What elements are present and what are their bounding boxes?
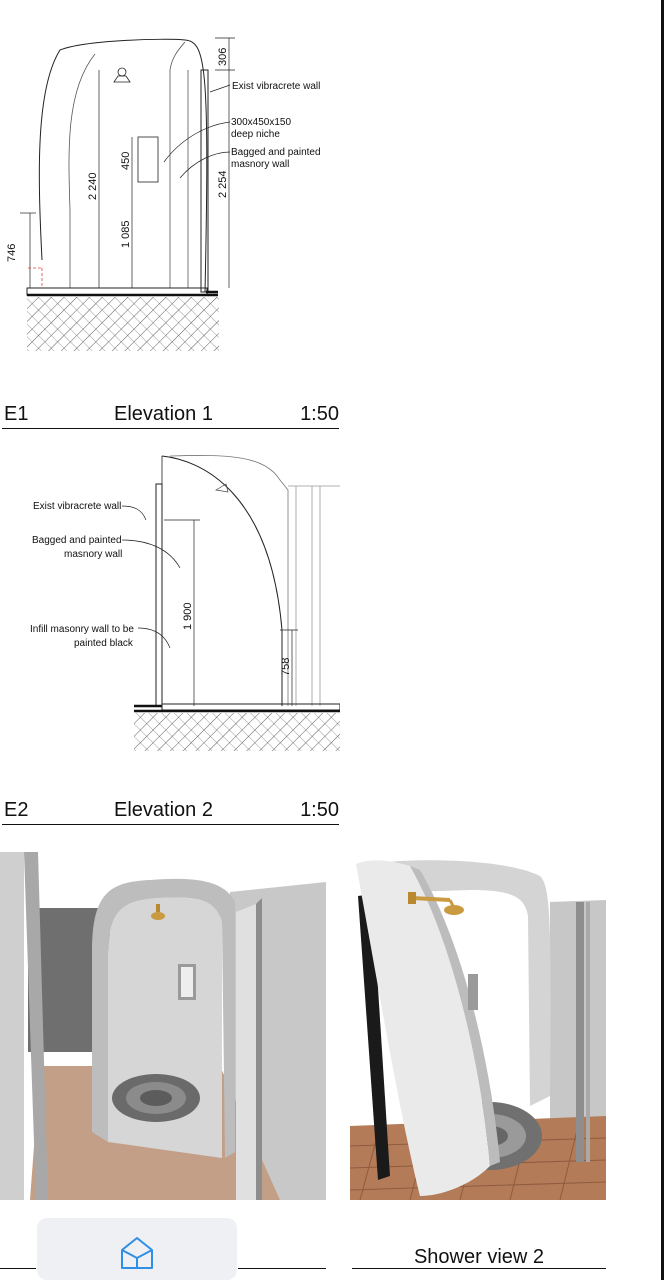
shower-view-2-render	[350, 856, 606, 1200]
elevation-2-scale: 1:50	[300, 799, 339, 821]
cube-3d-icon	[116, 1234, 158, 1272]
e2-dim-side: 758	[280, 657, 292, 676]
e2-note-infill-1: Infill masonry wall to be	[30, 624, 134, 635]
e1-note-masonry-1: Bagged and painted	[231, 147, 321, 158]
view-1-underline-right	[238, 1268, 326, 1269]
e2-note-wall: Exist vibracrete wall	[33, 501, 122, 512]
elevation-1-drawing	[0, 30, 340, 360]
view-1-underline-left	[0, 1268, 36, 1269]
elevation-2-title: Elevation 2	[114, 799, 213, 821]
e1-dim-top: 306	[217, 47, 229, 66]
elevation-2-code: E2	[4, 799, 29, 821]
e1-dim-wall-height: 2 254	[217, 170, 229, 198]
e2-note-infill-2: painted black	[74, 638, 133, 649]
elevation-1-code: E1	[4, 403, 29, 425]
elevation-1-title-bar	[2, 402, 339, 429]
e1-dim-height: 2 240	[87, 172, 99, 200]
elevation-2-title-bar	[2, 798, 339, 825]
e1-dim-left: 746	[6, 243, 18, 262]
e1-note-niche-1: 300x450x150	[231, 117, 292, 128]
shower-view-1-render	[0, 852, 326, 1200]
e1-dim-niche-base: 1 085	[120, 220, 132, 248]
elevation-1-title: Elevation 1	[114, 403, 213, 425]
e2-note-masonry-2: masnory wall	[64, 549, 123, 560]
3d-view-button[interactable]	[37, 1218, 237, 1280]
e1-note-masonry-2: masnory wall	[231, 159, 290, 170]
e1-note-niche-2: deep niche	[231, 129, 280, 140]
elevation-2-drawing	[0, 450, 340, 755]
e1-dim-niche-height: 450	[120, 151, 132, 170]
e2-note-masonry-1: Bagged and painted	[32, 535, 122, 546]
e2-dim-height: 1 900	[182, 602, 194, 630]
shower-view-2-caption: Shower view 2	[352, 1246, 606, 1269]
e1-note-wall: Exist vibracrete wall	[232, 81, 321, 92]
elevation-1-scale: 1:50	[300, 403, 339, 425]
